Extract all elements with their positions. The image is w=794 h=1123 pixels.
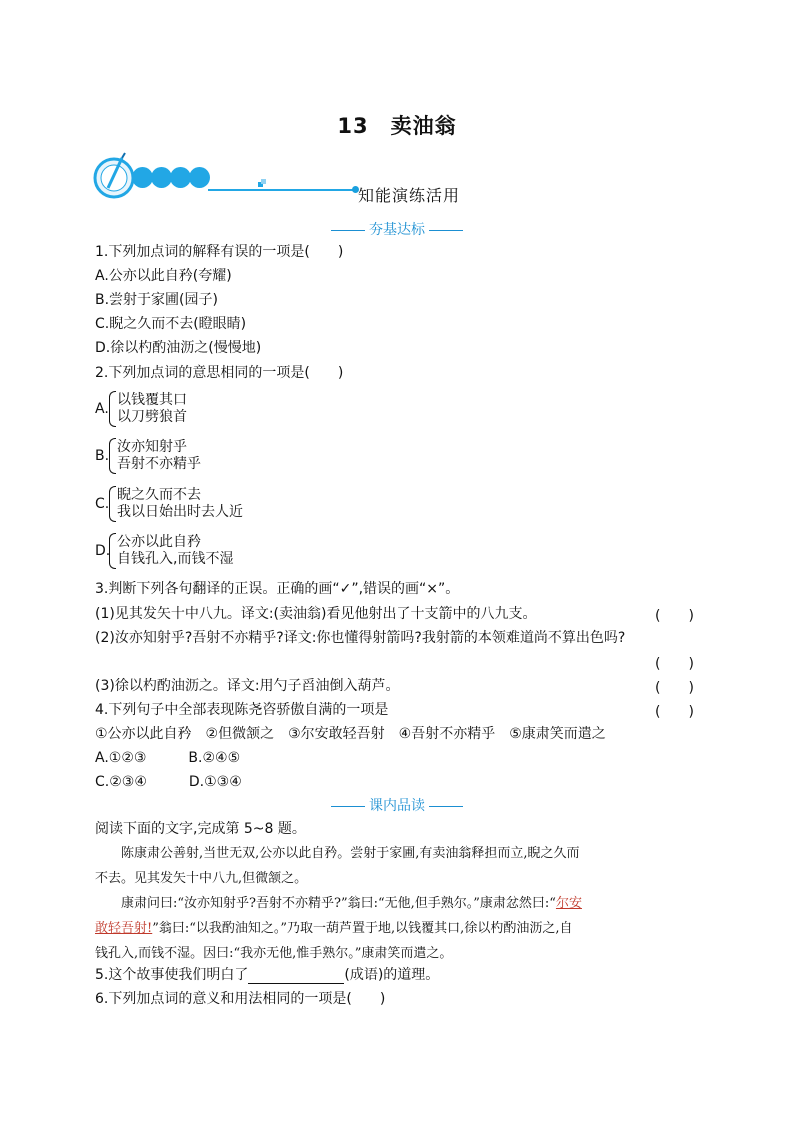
pen-brush-icon bbox=[92, 152, 136, 200]
section-label: 夯基达标 bbox=[369, 222, 425, 238]
answer-paren: ( ) bbox=[655, 608, 694, 624]
passage-line: 敢轻吾射!”翁曰:“以我酌油知之。”乃取一葫芦置于地,以钱覆其口,徐以杓酌油沥之,自 bbox=[95, 921, 573, 936]
reading-intro: 阅读下面的文字,完成第 5~8 题。 bbox=[95, 821, 306, 837]
q2-option-c: C. 睨之久而不去 我以日始出时去人近 bbox=[95, 487, 243, 520]
passage-line: 钱孔入,而钱不湿。因曰:“我亦无他,惟手熟尔。”康肃笑而遣之。 bbox=[95, 946, 453, 961]
q1-option-b: B.尝射于家圃(园子) bbox=[95, 292, 218, 308]
q5-stem: 5.这个故事使我们明白了 (成语)的道理。 bbox=[95, 967, 440, 983]
square-deco-icon bbox=[258, 179, 266, 187]
q4-stem: 4.下列句子中全部表现陈尧咨骄傲自满的一项是 bbox=[95, 702, 389, 718]
progress-circles bbox=[132, 167, 208, 192]
passage-line: 康肃问曰:“汝亦知射乎?吾射不亦精乎?”翁曰:“无他,但手熟尔。”康肃忿然曰:“尔安 bbox=[121, 896, 582, 911]
section-label: 课内品读 bbox=[369, 798, 425, 814]
q2-option-d: D. 公亦以此自矜 自钱孔入,而钱不湿 bbox=[95, 534, 234, 567]
q3-item-2: (2)汝亦知射乎?吾射不亦精乎?译文:你也懂得射箭吗?我射箭的本领难道尚不算出色吗? bbox=[95, 630, 626, 646]
banner-line bbox=[208, 189, 358, 191]
q4-choices-cd: C.②③④ D.①③④ bbox=[95, 774, 242, 790]
q2-stem: 2.下列加点词的意思相同的一项是( ) bbox=[95, 365, 344, 381]
underlined-quote: 敢轻吾射! bbox=[95, 921, 153, 936]
answer-blank[interactable] bbox=[248, 969, 344, 984]
q1-stem: 1.下列加点词的解释有误的一项是( ) bbox=[95, 244, 344, 260]
q2-option-a: A. 以钱覆其口 以刀劈狼首 bbox=[95, 392, 187, 425]
q3-item-3: (3)徐以杓酌油沥之。译文:用勺子舀油倒入葫芦。 bbox=[95, 678, 400, 694]
q3-item-1: (1)见其发矢十中八九。译文:(卖油翁)看见他射出了十支箭中的八九支。 bbox=[95, 606, 537, 622]
q4-choices-ab: A.①②③ B.②④⑤ bbox=[95, 750, 241, 766]
answer-paren: ( ) bbox=[655, 656, 694, 672]
underlined-quote: 尔安 bbox=[555, 896, 582, 911]
q1-option-c: C.睨之久而不去(瞪眼睛) bbox=[95, 316, 247, 332]
section-heading-1 bbox=[0, 219, 794, 239]
page-title: 13 卖油翁 bbox=[337, 114, 457, 138]
q3-stem: 3.判断下列各句翻译的正误。正确的画“✓”,错误的画“×”。 bbox=[95, 581, 460, 597]
section-heading-2 bbox=[0, 795, 794, 815]
answer-paren: ( ) bbox=[655, 704, 694, 720]
q2-option-b: B. 汝亦知射乎 吾射不亦精乎 bbox=[95, 439, 201, 472]
q1-option-d: D.徐以杓酌油沥之(慢慢地) bbox=[95, 340, 262, 356]
banner-title: 知能演练活用 bbox=[358, 186, 461, 205]
passage-line: 陈康肃公善射,当世无双,公亦以此自矜。尝射于家圃,有卖油翁释担而立,睨之久而 bbox=[121, 846, 580, 861]
q6-stem: 6.下列加点词的意义和用法相同的一项是( ) bbox=[95, 991, 386, 1007]
answer-paren: ( ) bbox=[655, 680, 694, 696]
reading-passage bbox=[95, 841, 695, 966]
q1-option-a: A.公亦以此自矜(夸耀) bbox=[95, 268, 232, 284]
q4-options: ①公亦以此自矜 ②但微颔之 ③尔安敢轻吾射 ④吾射不亦精乎 ⑤康肃笑而遣之 bbox=[95, 726, 606, 742]
passage-line: 不去。见其发矢十中八九,但微颔之。 bbox=[95, 871, 308, 886]
